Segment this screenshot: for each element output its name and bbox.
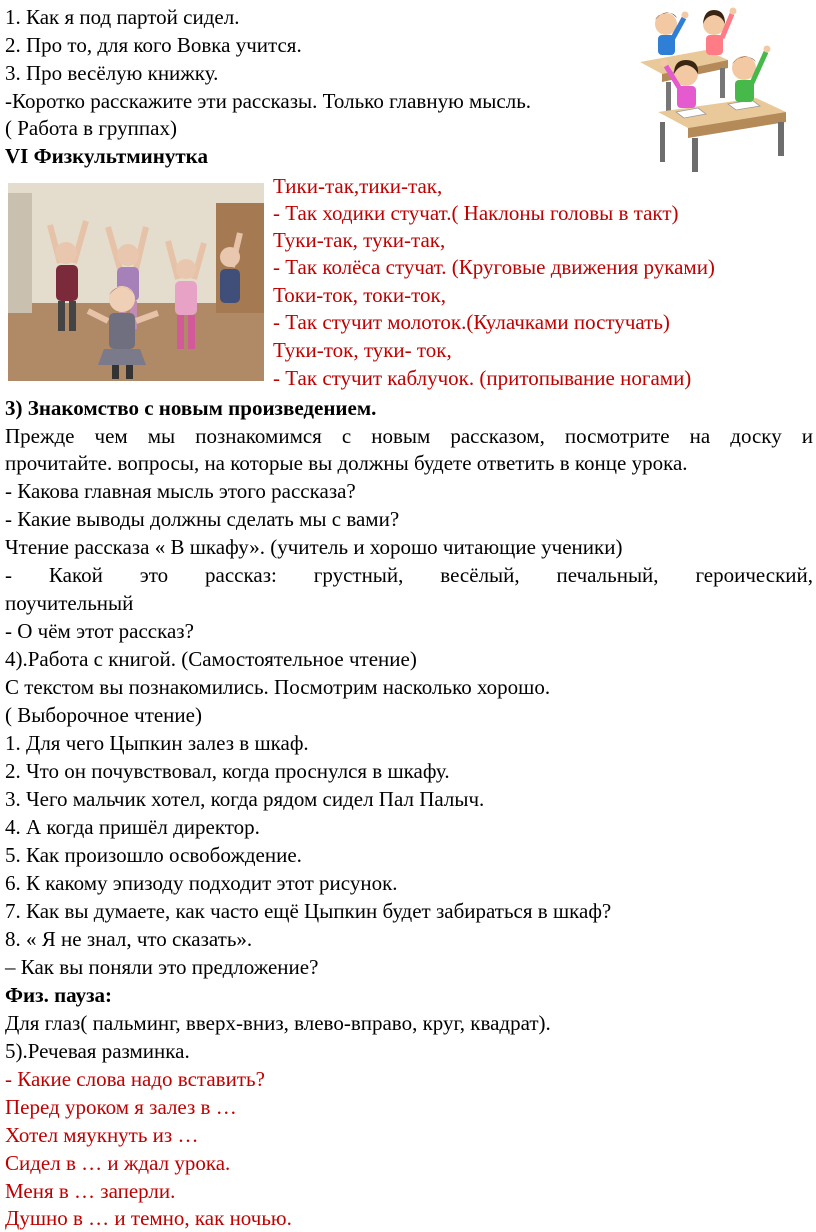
- story-type-line: поучительный: [5, 591, 134, 615]
- poem-line: Токи-ток, токи-ток,: [273, 283, 446, 307]
- speech-warmup-line: - Какие слова надо вставить?: [5, 1067, 265, 1091]
- section4-line: 7. Как вы думаете, как часто ещё Цыпкин будет забираться в шкаф?: [5, 899, 612, 923]
- top-list-item: 3. Про весёлую книжку.: [5, 61, 219, 85]
- speech-warmup-line: Душно в … и темно, как ночью.: [5, 1206, 292, 1230]
- section3-intro-line: Прежде чем мы познакомимся с новым рассказом, посмотрите на доску и: [5, 424, 813, 448]
- speech-warmup-line: Хотел мяукнуть из …: [5, 1123, 199, 1147]
- section4-line: 3. Чего мальчик хотел, когда рядом сидел Пал Палыч.: [5, 787, 485, 811]
- top-list-item: ( Работа в группах): [5, 116, 177, 140]
- speech-warmup-line: Перед уроком я залез в …: [5, 1095, 237, 1119]
- speech-warmup-line: Меня в … заперли.: [5, 1179, 176, 1203]
- top-list-item: 2. Про то, для кого Вовка учится.: [5, 33, 302, 57]
- story-type-line: - Какой это рассказ: грустный, весёлый, печальный, героический,: [5, 563, 813, 587]
- reading-line: Чтение рассказа « В шкафу». (учитель и хорошо читающие ученики): [5, 535, 623, 559]
- section4-line: ( Выборочное чтение): [5, 703, 202, 727]
- physminute-heading: VI Физкультминутка: [5, 144, 208, 168]
- section4-line: 5. Как произошло освобождение.: [5, 843, 302, 867]
- phys-pause-line: 5).Речевая разминка.: [5, 1039, 190, 1063]
- poem-line: - Так ходики стучат.( Наклоны головы в такт): [273, 201, 679, 225]
- section4-line: 1. Для чего Цыпкин залез в шкаф.: [5, 731, 309, 755]
- children-exercising-photo: [8, 183, 264, 381]
- poem-line: - Так стучит молоток.(Кулачками постучать): [273, 310, 670, 334]
- section4-line: 4. А когда пришёл директор.: [5, 815, 260, 839]
- section3-intro-line: прочитайте. вопросы, на которые вы должны будете ответить в конце урока.: [5, 451, 688, 475]
- phys-pause-heading: Физ. пауза:: [5, 983, 113, 1007]
- poem-line: - Так стучит каблучок. (притопывание ногами): [273, 366, 692, 390]
- speech-warmup-line: Сидел в … и ждал урока.: [5, 1151, 231, 1175]
- section4-line: 2. Что он почувствовал, когда проснулся в шкафу.: [5, 759, 450, 783]
- students-at-desks-illustration: [636, 2, 806, 174]
- poem-line: - Так колёса стучат. (Круговые движения руками): [273, 255, 715, 279]
- top-list-item: 1. Как я под партой сидел.: [5, 5, 240, 29]
- top-list-item: -Коротко расскажите эти рассказы. Только главную мысль.: [5, 89, 532, 113]
- poem-line: Туки-ток, туки- ток,: [273, 338, 452, 362]
- section4-line: 8. « Я не знал, что сказать».: [5, 927, 253, 951]
- section4-line: 4).Работа с книгой. (Самостоятельное чтение): [5, 647, 417, 671]
- section4-line: - О чём этот рассказ?: [5, 619, 194, 643]
- phys-pause-line: Для глаз( пальминг, вверх-вниз, влево-вправо, круг, квадрат).: [5, 1011, 551, 1035]
- poem-line: Тики-так,тики-так,: [273, 174, 443, 198]
- poem-line: Туки-так, туки-так,: [273, 228, 446, 252]
- section4-line: 6. К какому эпизоду подходит этот рисунок.: [5, 871, 398, 895]
- question-line: - Какова главная мысль этого рассказа?: [5, 479, 356, 503]
- question-line: - Какие выводы должны сделать мы с вами?: [5, 507, 400, 531]
- section4-line: – Как вы поняли это предложение?: [5, 955, 319, 979]
- section4-line: С текстом вы познакомились. Посмотрим насколько хорошо.: [5, 675, 551, 699]
- section3-heading: 3) Знакомство с новым произведением.: [5, 396, 377, 420]
